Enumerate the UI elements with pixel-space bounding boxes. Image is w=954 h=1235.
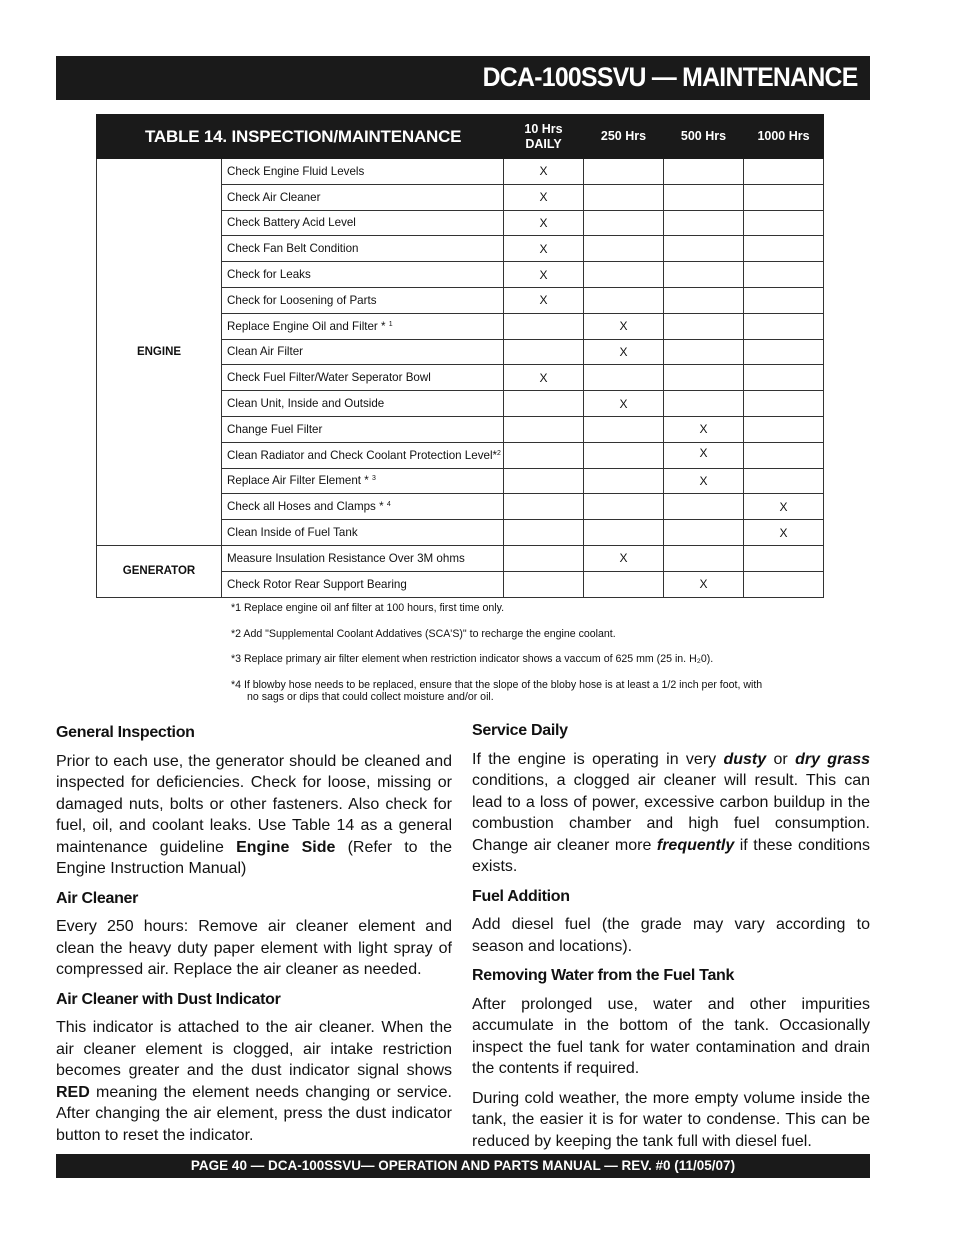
- interval-mark: [744, 262, 824, 288]
- interval-mark: [584, 494, 664, 520]
- task-cell: [222, 287, 504, 313]
- interval-mark: [744, 236, 824, 262]
- service-daily-text: If the engine is operating in very dusty or dry grass conditions, a clogged air cleaner will result. This can lead to a loss of power, excessive carbon buildup in the combustion chamber and high fuel consumption. Change air cleaner more frequently if these conditions exists.: [472, 750, 870, 875]
- column-header-line2: DAILY: [525, 136, 562, 151]
- interval-mark: [504, 494, 584, 520]
- interval-mark: [504, 520, 584, 546]
- group-label-generator: GENERATOR: [97, 545, 222, 597]
- interval-mark: [744, 184, 824, 210]
- footnote-4-line2: no sags or dips that could collect moisture and/or oil.: [247, 691, 494, 703]
- task-label: Check Fuel Filter/Water Seperator Bowl: [227, 371, 431, 385]
- interval-mark: [664, 494, 744, 520]
- interval-mark: [504, 545, 584, 571]
- task-label: Check Rotor Rear Support Bearing: [227, 577, 407, 591]
- interval-mark: [664, 520, 744, 546]
- footnote-4: [231, 679, 811, 704]
- interval-mark: [504, 468, 584, 494]
- footnote-3: *3 Replace primary air filter element when restriction indicator shows a vaccum of 625 mm (25 in. H₂0).: [231, 653, 714, 665]
- interval-mark: [744, 571, 824, 597]
- task-cell: [222, 236, 504, 262]
- interval-mark: [504, 313, 584, 339]
- task-label: Check for Loosening of Parts: [227, 293, 377, 307]
- interval-mark: [664, 545, 744, 571]
- table-header-row: [97, 115, 824, 159]
- table-row: [97, 159, 824, 185]
- task-label: Replace Engine Oil and Filter *: [227, 319, 389, 333]
- interval-mark: X: [504, 159, 584, 185]
- task-cell: [222, 416, 504, 442]
- interval-mark: X: [744, 520, 824, 546]
- interval-mark: [744, 159, 824, 185]
- interval-mark: X: [664, 416, 744, 442]
- interval-mark: [504, 571, 584, 597]
- interval-mark: X: [584, 313, 664, 339]
- footnote-ref: 2: [497, 449, 501, 457]
- column-header-1000hrs: 1000 Hrs: [744, 115, 824, 159]
- fuel-addition-heading: Fuel Addition: [472, 887, 570, 905]
- engine-side-bold: Engine Side: [236, 838, 336, 856]
- interval-mark: [744, 287, 824, 313]
- interval-mark: X: [504, 236, 584, 262]
- removing-water-text-1: After prolonged use, water and other impurities accumulate in the bottom of the tank. Occasionally inspect the fuel tank for water contamination and drain the contents if required.: [472, 995, 870, 1077]
- table-title: TABLE 14. INSPECTION/MAINTENANCE: [97, 115, 504, 159]
- column-header-500hrs: 500 Hrs: [664, 115, 744, 159]
- task-cell: [222, 184, 504, 210]
- interval-mark: [584, 365, 664, 391]
- interval-mark: [584, 210, 664, 236]
- interval-mark: [744, 545, 824, 571]
- interval-mark: [584, 287, 664, 313]
- interval-mark: [744, 339, 824, 365]
- interval-mark: [744, 442, 824, 468]
- red-bold: RED: [56, 1083, 90, 1101]
- task-cell: [222, 442, 504, 468]
- interval-mark: [744, 210, 824, 236]
- task-cell: [222, 468, 504, 494]
- interval-mark: X: [584, 339, 664, 365]
- column-header-250hrs: 250 Hrs: [584, 115, 664, 159]
- task-cell: [222, 571, 504, 597]
- task-cell: [222, 365, 504, 391]
- interval-mark: X: [504, 287, 584, 313]
- task-label: Check all Hoses and Clamps *: [227, 500, 387, 514]
- removing-water-text-2: During cold weather, the more empty volume inside the tank, the easier it is for water to condense. This can be reduced by keeping the tank full with diesel fuel.: [472, 1089, 870, 1150]
- interval-mark: [584, 184, 664, 210]
- general-inspection-heading: General Inspection: [56, 724, 195, 741]
- interval-mark: [664, 313, 744, 339]
- task-cell: [222, 391, 504, 417]
- task-label: Replace Air Filter Element *: [227, 474, 372, 488]
- interval-mark: X: [664, 442, 744, 468]
- interval-mark: [504, 391, 584, 417]
- interval-mark: [584, 468, 664, 494]
- interval-mark: [664, 262, 744, 288]
- table-row: [97, 545, 824, 571]
- interval-mark: X: [504, 210, 584, 236]
- interval-mark: [664, 159, 744, 185]
- fuel-addition-text: Add diesel fuel (the grade may vary according to season and locations).: [472, 916, 870, 955]
- maintenance-table: [96, 114, 824, 598]
- dust-indicator-heading: Air Cleaner with Dust Indicator: [56, 990, 281, 1008]
- right-column: [472, 720, 870, 1160]
- interval-mark: [664, 184, 744, 210]
- interval-mark: [664, 339, 744, 365]
- dust-indicator-text: This indicator is attached to the air cleaner. When the air cleaner element is clogged, air intake restriction becomes greater and the dust indicator signal shows RED meaning the element needs changing or service. After changing the air element, press the dust indicator button to reset the indicator.: [56, 1019, 452, 1144]
- task-label: Clean Radiator and Check Coolant Protection Level*: [227, 448, 498, 462]
- page-footer: PAGE 40 — DCA-100SSVU— OPERATION AND PARTS MANUAL — REV. #0 (11/05/07): [56, 1154, 870, 1178]
- task-cell: [222, 520, 504, 546]
- group-label-engine: ENGINE: [97, 159, 222, 546]
- task-label: Check Air Cleaner: [227, 190, 321, 204]
- interval-mark: X: [664, 571, 744, 597]
- table-footnotes: [231, 602, 811, 703]
- footnote-2: *2 Add "Supplemental Coolant Addatives (SCA'S)" to recharge the engine coolant.: [231, 627, 616, 640]
- interval-mark: [504, 339, 584, 365]
- interval-mark: [584, 520, 664, 546]
- interval-mark: X: [664, 468, 744, 494]
- task-label: Check Fan Belt Condition: [227, 242, 359, 256]
- task-cell: [222, 159, 504, 185]
- column-header-line1: 10 Hrs: [524, 121, 563, 136]
- task-label: Clean Air Filter: [227, 345, 304, 359]
- interval-mark: [584, 159, 664, 185]
- task-cell: [222, 494, 504, 520]
- interval-mark: X: [584, 545, 664, 571]
- interval-mark: [584, 571, 664, 597]
- interval-mark: [584, 442, 664, 468]
- footnote-ref: 4: [386, 501, 391, 509]
- footnote-ref: 3: [371, 475, 376, 483]
- interval-mark: X: [504, 184, 584, 210]
- task-label: Check for Leaks: [227, 268, 311, 282]
- interval-mark: [664, 236, 744, 262]
- task-label: Check Battery Acid Level: [227, 216, 356, 230]
- task-label: Change Fuel Filter: [227, 422, 323, 436]
- page-title: DCA-100SSVU — MAINTENANCE: [483, 62, 858, 92]
- task-cell: [222, 313, 504, 339]
- task-cell: [222, 545, 504, 571]
- interval-mark: [744, 391, 824, 417]
- task-label: Clean Unit, Inside and Outside: [227, 397, 385, 411]
- removing-water-heading: Removing Water from the Fuel Tank: [472, 967, 735, 984]
- interval-mark: X: [504, 262, 584, 288]
- general-inspection-text: Prior to each use, the generator should be cleaned and inspected for deficiencies. Check for loose, missing or damaged nuts, bolts or other fasteners. Also check for fuel, oil, and coolant leaks. Use Table 14 as a general maintenance guideline Engine Side (Refer to the Engine Instruction Manual): [56, 752, 453, 877]
- service-daily-heading: Service Daily: [472, 722, 568, 739]
- interval-mark: [504, 416, 584, 442]
- task-label: Check Engine Fluid Levels: [227, 164, 365, 178]
- footnote-4-line1: *4 If blowby hose needs to be replaced, ensure that the slope of the bloby hose is at least a 1/2 inch per foot, with: [231, 678, 763, 691]
- task-label: Measure Insulation Resistance Over 3M ohms: [227, 551, 465, 565]
- air-cleaner-heading: Air Cleaner: [56, 889, 139, 907]
- task-label: Clean Inside of Fuel Tank: [227, 526, 358, 540]
- interval-mark: [744, 416, 824, 442]
- left-column: [56, 722, 452, 1154]
- column-header-10hrs: [504, 115, 584, 159]
- interval-mark: [504, 442, 584, 468]
- interval-mark: [584, 416, 664, 442]
- interval-mark: [744, 313, 824, 339]
- air-cleaner-text: Every 250 hours: Remove air cleaner element and clean the heavy duty paper element with light spray of compressed air. Replace the air cleaner as needed.: [56, 918, 452, 978]
- interval-mark: X: [584, 391, 664, 417]
- interval-mark: [664, 210, 744, 236]
- table-body: [97, 159, 824, 598]
- interval-mark: [584, 236, 664, 262]
- interval-mark: X: [504, 365, 584, 391]
- interval-mark: [664, 287, 744, 313]
- task-cell: [222, 210, 504, 236]
- footnote-1: *1 Replace engine oil anf filter at 100 hours, first time only.: [231, 602, 505, 614]
- interval-mark: X: [744, 494, 824, 520]
- task-cell: [222, 262, 504, 288]
- interval-mark: [584, 262, 664, 288]
- interval-mark: [744, 365, 824, 391]
- task-cell: [222, 339, 504, 365]
- interval-mark: [744, 468, 824, 494]
- page-header-bar: [56, 56, 870, 100]
- interval-mark: [664, 365, 744, 391]
- footnote-ref: 1: [388, 320, 393, 328]
- interval-mark: [664, 391, 744, 417]
